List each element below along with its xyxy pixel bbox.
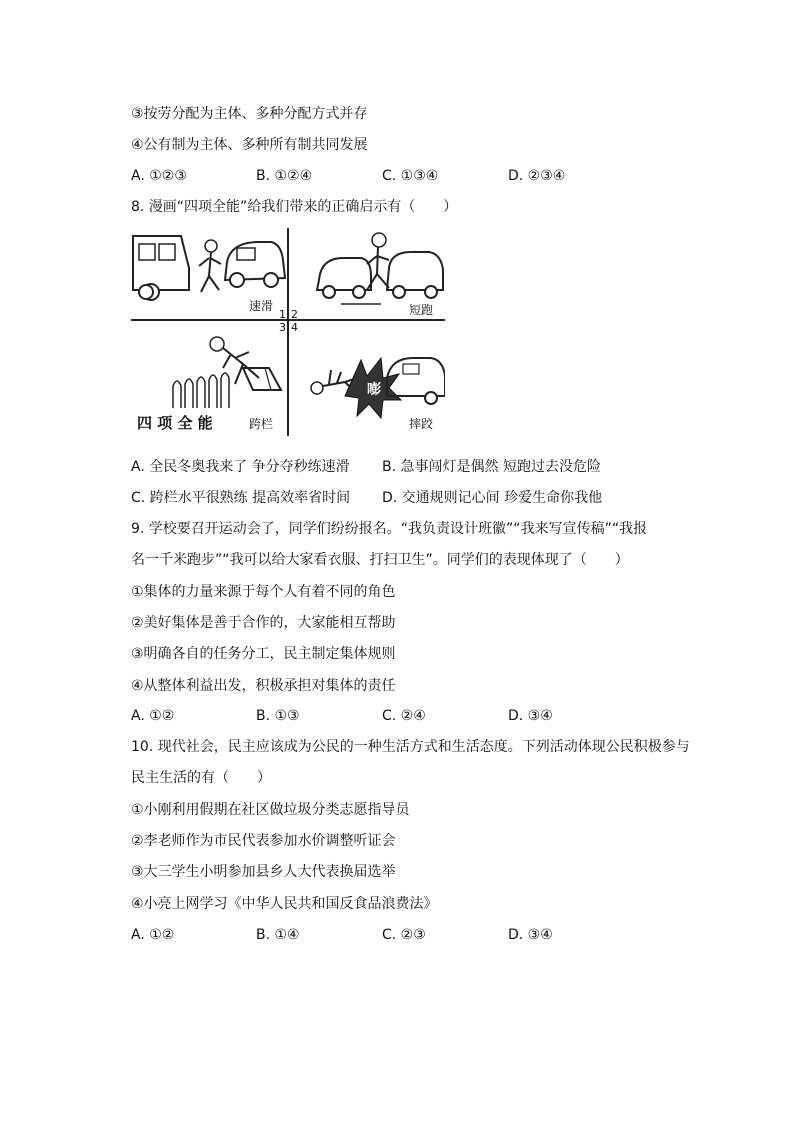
q10-options: [131, 925, 691, 945]
q9-option-d[interactable]: D. ③④: [508, 708, 553, 724]
q7-item-3: ③按劳分配为主体、多种分配方式并存: [131, 106, 368, 122]
q9-option-a[interactable]: A. ①②: [131, 708, 175, 724]
q8-option-b[interactable]: B. 急事闯灯是偶然 短跑过去没危险: [382, 459, 601, 475]
panel-2-drawing: [317, 233, 443, 304]
q10-stem-line-1: 10. 现代社会，民主应该成为公民的一种生活方式和生活态度。下列活动体现公民积极参与: [131, 739, 690, 755]
q7-option-d[interactable]: D. ②③④: [508, 168, 566, 184]
panel-4-label: 摔跤: [409, 417, 434, 431]
panel-number-1: 1: [279, 308, 286, 321]
q8-stem: 8. 漫画“四项全能”给我们带来的正确启示有（ ）: [131, 199, 458, 215]
q10-option-d[interactable]: D. ③④: [508, 927, 553, 943]
q9-option-c[interactable]: C. ②④: [382, 708, 426, 724]
q7-option-b[interactable]: B. ①②④: [256, 168, 313, 184]
q9-stem-line-2: 名一千米跑步”“我可以给大家看衣服、打扫卫生”。同学们的表现体现了（ ）: [131, 552, 629, 568]
q10-item-2: ②李老师作为市民代表参加水价调整听证会: [131, 833, 396, 849]
q8-option-d[interactable]: D. 交通规则记心间 珍爱生命你我他: [382, 490, 603, 506]
collision-sound: 嘭: [367, 382, 381, 398]
q7-options: [131, 166, 691, 186]
q9-item-1: ①集体的力量来源于每个人有着不同的角色: [131, 584, 396, 600]
q10-option-a[interactable]: A. ①②: [131, 927, 175, 943]
panel-2-label: 短跑: [409, 303, 434, 317]
panel-3-label: 跨栏: [249, 417, 274, 431]
q10-item-4: ④小亮上网学习《中华人民共和国反食品浪费法》: [131, 896, 438, 912]
comic-title: 四 项 全 能: [137, 414, 213, 432]
q10-item-1: ①小刚利用假期在社区做垃圾分类志愿指导员: [131, 802, 410, 818]
panel-1-drawing: [133, 236, 285, 300]
q7-option-c[interactable]: C. ①③④: [382, 168, 439, 184]
q8-option-c[interactable]: C. 跨栏水平很熟练 提高效率省时间: [131, 490, 351, 506]
q9-option-b[interactable]: B. ①③: [256, 708, 300, 724]
panel-number-3: 3: [279, 321, 286, 334]
panel-4-drawing: [311, 358, 445, 418]
q8-comic-image: [131, 228, 445, 438]
q10-stem-line-2: 民主生活的有（ ）: [131, 770, 271, 786]
q8-options-row-2: [131, 488, 691, 508]
q10-option-b[interactable]: B. ①④: [256, 927, 300, 943]
q7-option-a[interactable]: A. ①②③: [131, 168, 187, 184]
q9-item-3: ③明确各自的任务分工，民主制定集体规则: [131, 646, 396, 662]
q10-option-c[interactable]: C. ②③: [382, 927, 426, 943]
panel-number-4: 4: [291, 321, 298, 334]
q10-item-3: ③大三学生小明参加县乡人大代表换届选举: [131, 864, 396, 880]
panel-number-2: 2: [291, 308, 298, 321]
q9-options: [131, 706, 691, 726]
four-events-comic: [131, 228, 445, 438]
panel-1-label: 速滑: [249, 299, 274, 313]
q9-item-2: ②美好集体是善于合作的，大家能相互帮助: [131, 615, 396, 631]
panel-3-drawing: [173, 337, 281, 408]
q8-option-a[interactable]: A. 全民冬奥我来了 争分夺秒练速滑: [131, 459, 350, 475]
q9-item-4: ④从整体利益出发，积极承担对集体的责任: [131, 678, 396, 694]
q7-item-4: ④公有制为主体、多种所有制共同发展: [131, 137, 368, 153]
q9-stem-line-1: 9. 学校要召开运动会了，同学们纷纷报名。“我负责设计班徽”“我来写宣传稿”“我报: [131, 521, 648, 537]
q8-options-row-1: [131, 457, 691, 477]
